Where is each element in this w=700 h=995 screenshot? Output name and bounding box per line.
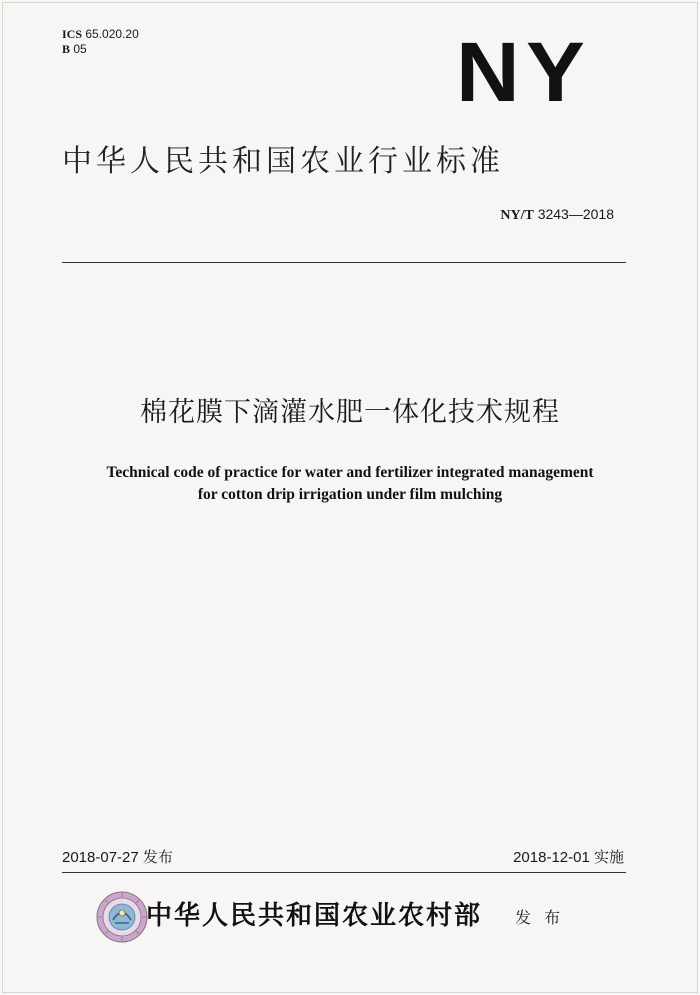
standard-number <box>500 205 614 225</box>
top-divider <box>62 262 626 263</box>
english-title-line-2: for cotton drip irrigation under film mulching <box>197 486 503 503</box>
publisher-action: 发 布 <box>515 908 565 927</box>
implementation-date-value: 2018-12-01 <box>513 849 590 866</box>
standard-number-value: 3243—2018 <box>537 206 614 222</box>
ics-code: 65.020.20 <box>85 27 139 41</box>
ccs-code: 05 <box>73 42 87 56</box>
ics-label: ICS <box>62 27 83 41</box>
standard-type-heading: 中华人民共和国农业行业标准 <box>62 144 504 179</box>
document-title-english <box>0 462 700 506</box>
ministry-seal-icon <box>96 891 148 943</box>
english-title-line-1: Technical code of practice for water and fertilizer integrated management <box>106 464 594 481</box>
publisher-name: 中华人民共和国农业农村部 <box>146 901 483 931</box>
implementation-date-label: 实施 <box>593 849 624 866</box>
ny-logo: NY <box>456 25 592 119</box>
ccs-label: B <box>62 42 71 56</box>
issue-date-label: 发布 <box>142 849 173 866</box>
classification-codes <box>62 27 139 57</box>
issue-date-value: 2018-07-27 <box>62 849 139 866</box>
bottom-divider <box>62 872 626 873</box>
ccs-line <box>62 42 139 57</box>
ics-line <box>62 27 139 42</box>
implementation-date <box>513 848 624 868</box>
document-title-chinese: 棉花膜下滴灌水肥一体化技术规程 <box>140 397 560 428</box>
standard-number-prefix: NY/T <box>500 208 534 223</box>
issue-date <box>62 848 173 868</box>
